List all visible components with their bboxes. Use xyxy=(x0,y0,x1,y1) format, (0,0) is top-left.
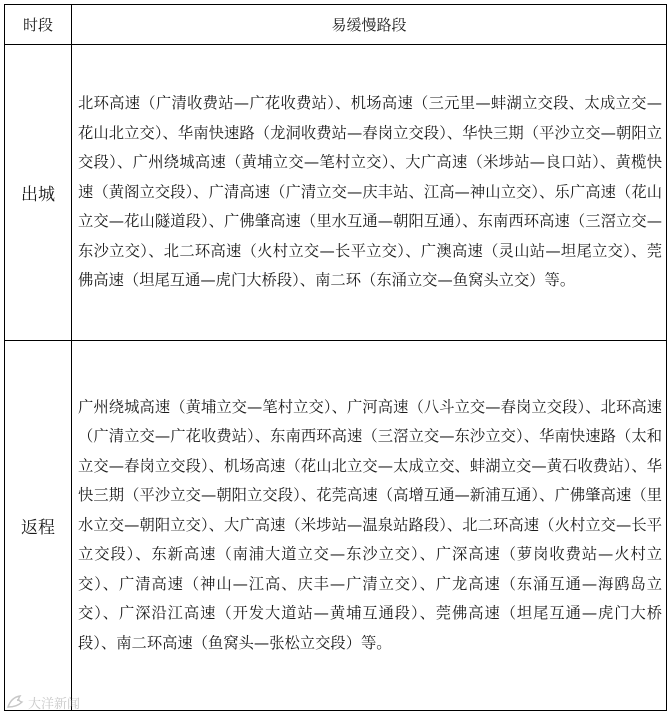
table-row xyxy=(5,45,667,341)
sohu-fox-logo-icon xyxy=(6,692,26,710)
watermark-text: 大洋新闻 xyxy=(28,697,81,712)
watermark xyxy=(6,689,116,713)
roads-cell-outbound: 北环高速（广清收费站—广花收费站）、机场高速（三元里—蚌湖立交段、太成立交—花山北立交）、华南快速路（龙洞收费站—春岗立交段）、华快三期（平沙立交—朝阳立交段）、广州绕城高速（黄埔立交—笔村立交）、大广高速（米埗站—良口站）、黄榄快速（黄阁立交段）、广清高速（广清立交—庆丰站、江高—神山立交）、乐广高速（花山立交—花山隧道段）、广佛肇高速（里水互通—朝阳互通）、东南西环高速（三滘立交—东沙立交）、北二环高速（火村立交—长平立交）、广澳高速（灵山站—坦尾立交）、莞佛高速（坦尾互通—虎门大桥段）、南二环（东涌立交—鱼窝头立交）等。 xyxy=(72,45,667,341)
slow-roads-table xyxy=(4,4,667,711)
header-roads: 易缓慢路段 xyxy=(72,5,667,45)
roads-cell-return: 广州绕城高速（黄埔立交—笔村立交）、广河高速（八斗立交—春岗立交段）、北环高速（广清立交—广花收费站）、东南西环高速（三滘立交—东沙立交）、华南快速路（太和立交—春岗立交段）、机场高速（花山北立交—太成立交、蚌湖立交—黄石收费站）、华快三期（平沙立交—朝阳立交段）、花莞高速（高增互通—新浦互通）、广佛肇高速（里水立交—朝阳立交）、大广高速（米埗站—温泉站路段）、北二环高速（火村立交—长平立交段）、东新高速（南浦大道立交—东沙立交）、广深高速（萝岗收费站—火村立交）、广清高速（神山—江高、庆丰—广清立交）、广龙高速（东涌互通—海鸥岛立交）、广深沿江高速（开发大道站—黄埔互通段）、莞佛高速（坦尾互通—虎门大桥段）、南二环高速（鱼窝头—张松立交段）等。 xyxy=(72,341,667,711)
period-cell-outbound: 出城 xyxy=(5,45,72,341)
table-row xyxy=(5,341,667,711)
period-cell-return: 返程 xyxy=(5,341,72,711)
header-period: 时段 xyxy=(5,5,72,45)
table-header-row xyxy=(5,5,667,45)
